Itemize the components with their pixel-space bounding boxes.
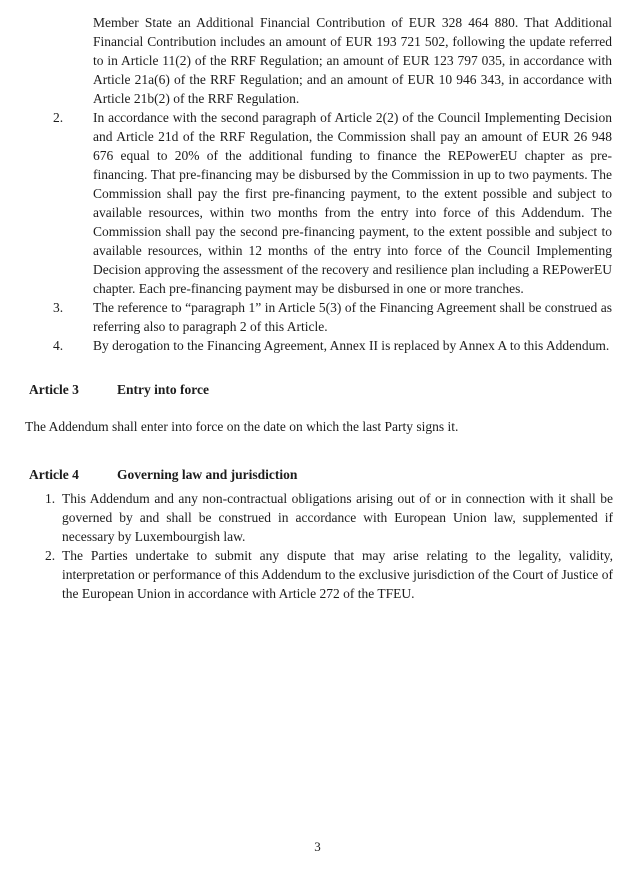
article4-title: Governing law and jurisdiction <box>117 467 298 482</box>
list-item-number: 4. <box>53 338 64 353</box>
article4-heading <box>29 465 635 484</box>
list-item-number: 1. <box>45 491 56 506</box>
article3-heading <box>29 380 635 399</box>
list-item-number: 3. <box>53 300 64 315</box>
article2-numbered-list <box>0 108 635 355</box>
list-item <box>0 336 635 355</box>
article4-label: Article 4 <box>29 467 79 482</box>
list-item-text: The Parties undertake to submit any dispute that may arise relating to the legality, validity, interpretation or performance of this Addendum to the exclusive jurisdiction of the Court of Justice of the European Union in accordance with Article 272 of the TFEU. <box>62 548 613 601</box>
list-item-text: The reference to “paragraph 1” in Article 5(3) of the Financing Agreement shall be construed as referring also to paragraph 2 of this Article. <box>93 300 612 334</box>
list-item <box>0 298 635 336</box>
list-item-text: In accordance with the second paragraph of Article 2(2) of the Council Implementing Decision and Article 21d of the RRF Regulation, the Commission shall pay an amount of EUR 26 948 676 equal to 20% of the additional funding to finance the REPowerEU chapter as pre-financing. That pre-financing may be disbursed by the Commission in up to two payments. The Commission shall pay the first pre-financing payment, to the extent possible and subject to available resources, within two months from the entry into force of this Addendum. The Commission shall pay the second pre-financing payment, to the extent possible and subject to available resources, within 12 months of the entry into force of the Council Implementing Decision approving the assessment of the recovery and resilience plan including a REPowerEU chapter. Each pre-financing payment may be disbursed in one or more tranches. <box>93 110 612 296</box>
list-item-text: This Addendum and any non-contractual obligations arising out of or in connection with it shall be governed by and shall be construed in accordance with European Union law, supplemented if necessary by Luxembourgish law. <box>62 491 613 544</box>
list-item-number: 2. <box>53 110 64 125</box>
list-item-number: 2. <box>45 548 56 563</box>
list-item <box>0 108 635 298</box>
article4-numbered-list <box>0 489 635 603</box>
list-item-text: By derogation to the Financing Agreement, Annex II is replaced by Annex A to this Addendum. <box>93 338 610 353</box>
article3-title: Entry into force <box>117 382 209 397</box>
list-item <box>0 489 635 546</box>
article3-body-paragraph: The Addendum shall enter into force on the date on which the last Party signs it. <box>25 419 459 434</box>
article3-label: Article 3 <box>29 382 79 397</box>
continuation-paragraph: Member State an Additional Financial Contribution of EUR 328 464 880. That Additional Financial Contribution includes an amount of EUR 193 721 502, following the update referred to in Article 11(2) of the RRF Regulation; an amount of EUR 123 797 035, in accordance with Article 21a(6) of the RRF Regulation; and an amount of EUR 10 946 343, in accordance with Article 21b(2) of the RRF Regulation. <box>93 15 612 106</box>
list-item <box>0 546 635 603</box>
page-number: 3 <box>314 839 321 854</box>
